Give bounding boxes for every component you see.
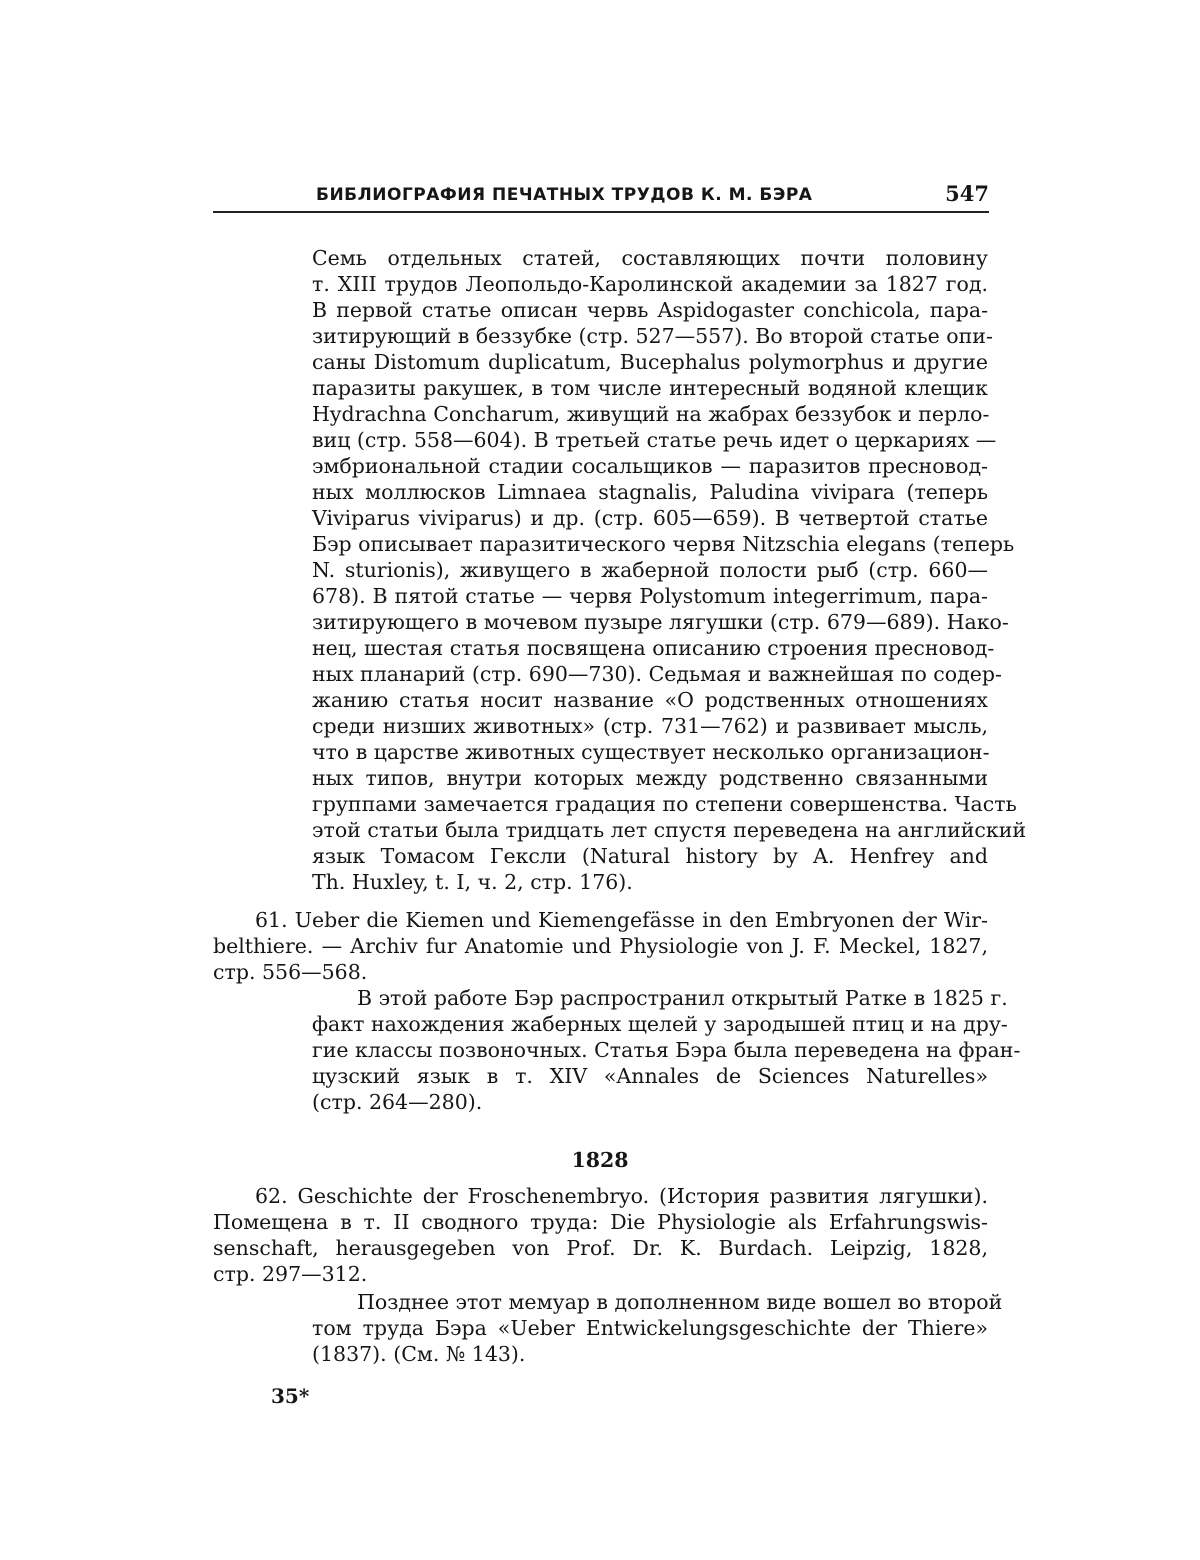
text-line: факт нахождения жаберных щелей у зародышей птиц и на дру- <box>312 1012 1008 1036</box>
entry-line: senschaft, herausgegeben von Prof. Dr. K. Burdach. Leipzig, 1828, <box>213 1236 988 1260</box>
text-line: Viviparus viviparus) и др. (стр. 605—659). В четвертой статье <box>312 506 988 530</box>
signature-mark: 35* <box>271 1384 310 1408</box>
text-line: жанию статья носит название «О родственных отношениях <box>312 688 988 712</box>
text-line: что в царстве животных существует несколько организацион- <box>312 740 990 764</box>
text-line: язык Томасом Гексли (Natural history by A. Henfrey and <box>312 844 988 868</box>
entry-line: стр. 297—312. <box>213 1262 368 1286</box>
text-line: Позднее этот мемуар в дополненном виде вошел во второй <box>357 1290 1003 1314</box>
text-line: цузский язык в т. XIV «Annales de Sciences Naturelles» <box>312 1064 988 1088</box>
text-line: ных планарий (стр. 690—730). Седьмая и важнейшая по содер- <box>312 662 1002 686</box>
text-line: эмбриональной стадии сосальщиков — паразитов пресновод- <box>312 454 988 478</box>
text-line: виц (стр. 558—604). В третьей статье речь идет о церкариях — <box>312 428 997 452</box>
text-line: N. sturionis), живущего в жаберной полости рыб (стр. 660— <box>312 558 988 582</box>
text-line: т. XIII трудов Леопольдо-Каролинской академии за 1827 год. <box>312 272 988 296</box>
text-line: паразиты ракушек, в том числе интересный водяной клещик <box>312 376 988 400</box>
text-line: В первой статье описан червь Aspidogaster conchicola, пара- <box>312 298 988 322</box>
text-line: ных моллюсков Limnaea stagnalis, Paludina vivipara (теперь <box>312 480 988 504</box>
year-heading: 1828 <box>571 1148 629 1172</box>
text-line: группами замечается градация по степени совершенства. Часть <box>312 792 1017 816</box>
text-line: этой статьи была тридцать лет спустя переведена на английский <box>312 818 1027 842</box>
header-title: БИБЛИОГРАФИЯ ПЕЧАТНЫХ ТРУДОВ К. М. БЭРА <box>316 185 813 205</box>
text-line: ных типов, внутри которых между родственно связанными <box>312 766 988 790</box>
text-line: саны Distomum duplicatum, Bucephalus polymorphus и другие <box>312 350 988 374</box>
text-line: зитирующего в мочевом пузыре лягушки (стр. 679—689). Нако- <box>312 610 1009 634</box>
text-line: Бэр описывает паразитического червя Nitzschia elegans (теперь <box>312 532 1015 556</box>
text-line: Семь отдельных статей, составляющих почти половину <box>312 246 988 270</box>
text-line: среди низших животных» (стр. 731—762) и развивает мысль, <box>312 714 988 738</box>
entry-line: стр. 556—568. <box>213 960 368 984</box>
entry-line: belthiere. — Archiv fur Anatomie und Physiologie von J. F. Meckel, 1827, <box>213 934 988 958</box>
running-header <box>213 180 989 213</box>
text-line: В этой работе Бэр распространил открытый Ратке в 1825 г. <box>357 986 1008 1010</box>
text-line: гие классы позвоночных. Статья Бэра была переведена на фран- <box>312 1038 1021 1062</box>
page-number: 547 <box>945 181 989 206</box>
text-line: (стр. 264—280). <box>312 1090 483 1114</box>
entry-line: 61. Ueber die Kiemen und Kiemengefässe in den Embryonen der Wir- <box>255 908 988 932</box>
text-line: 678). В пятой статье — червя Polystomum integerrimum, пара- <box>312 584 988 608</box>
text-line: Th. Huxley, t. I, ч. 2, стр. 176). <box>312 870 633 894</box>
text-line: нец, шестая статья посвящена описанию строения пресновод- <box>312 636 995 660</box>
entry-line: Помещена в т. II сводного труда: Die Physiologie als Erfahrungswis- <box>213 1210 988 1234</box>
text-line: Hydrachna Concharum, живущий на жабрах беззубок и перло- <box>312 402 990 426</box>
text-line: зитирующий в беззубке (стр. 527—557). Во второй статье опи- <box>312 324 993 348</box>
text-line: том труда Бэра «Ueber Entwickelungsgeschichte der Thiere» <box>312 1316 988 1340</box>
text-line: (1837). (См. № 143). <box>312 1342 526 1366</box>
entry-line: 62. Geschichte der Froschenembryo. (История развития лягушки). <box>255 1184 988 1208</box>
